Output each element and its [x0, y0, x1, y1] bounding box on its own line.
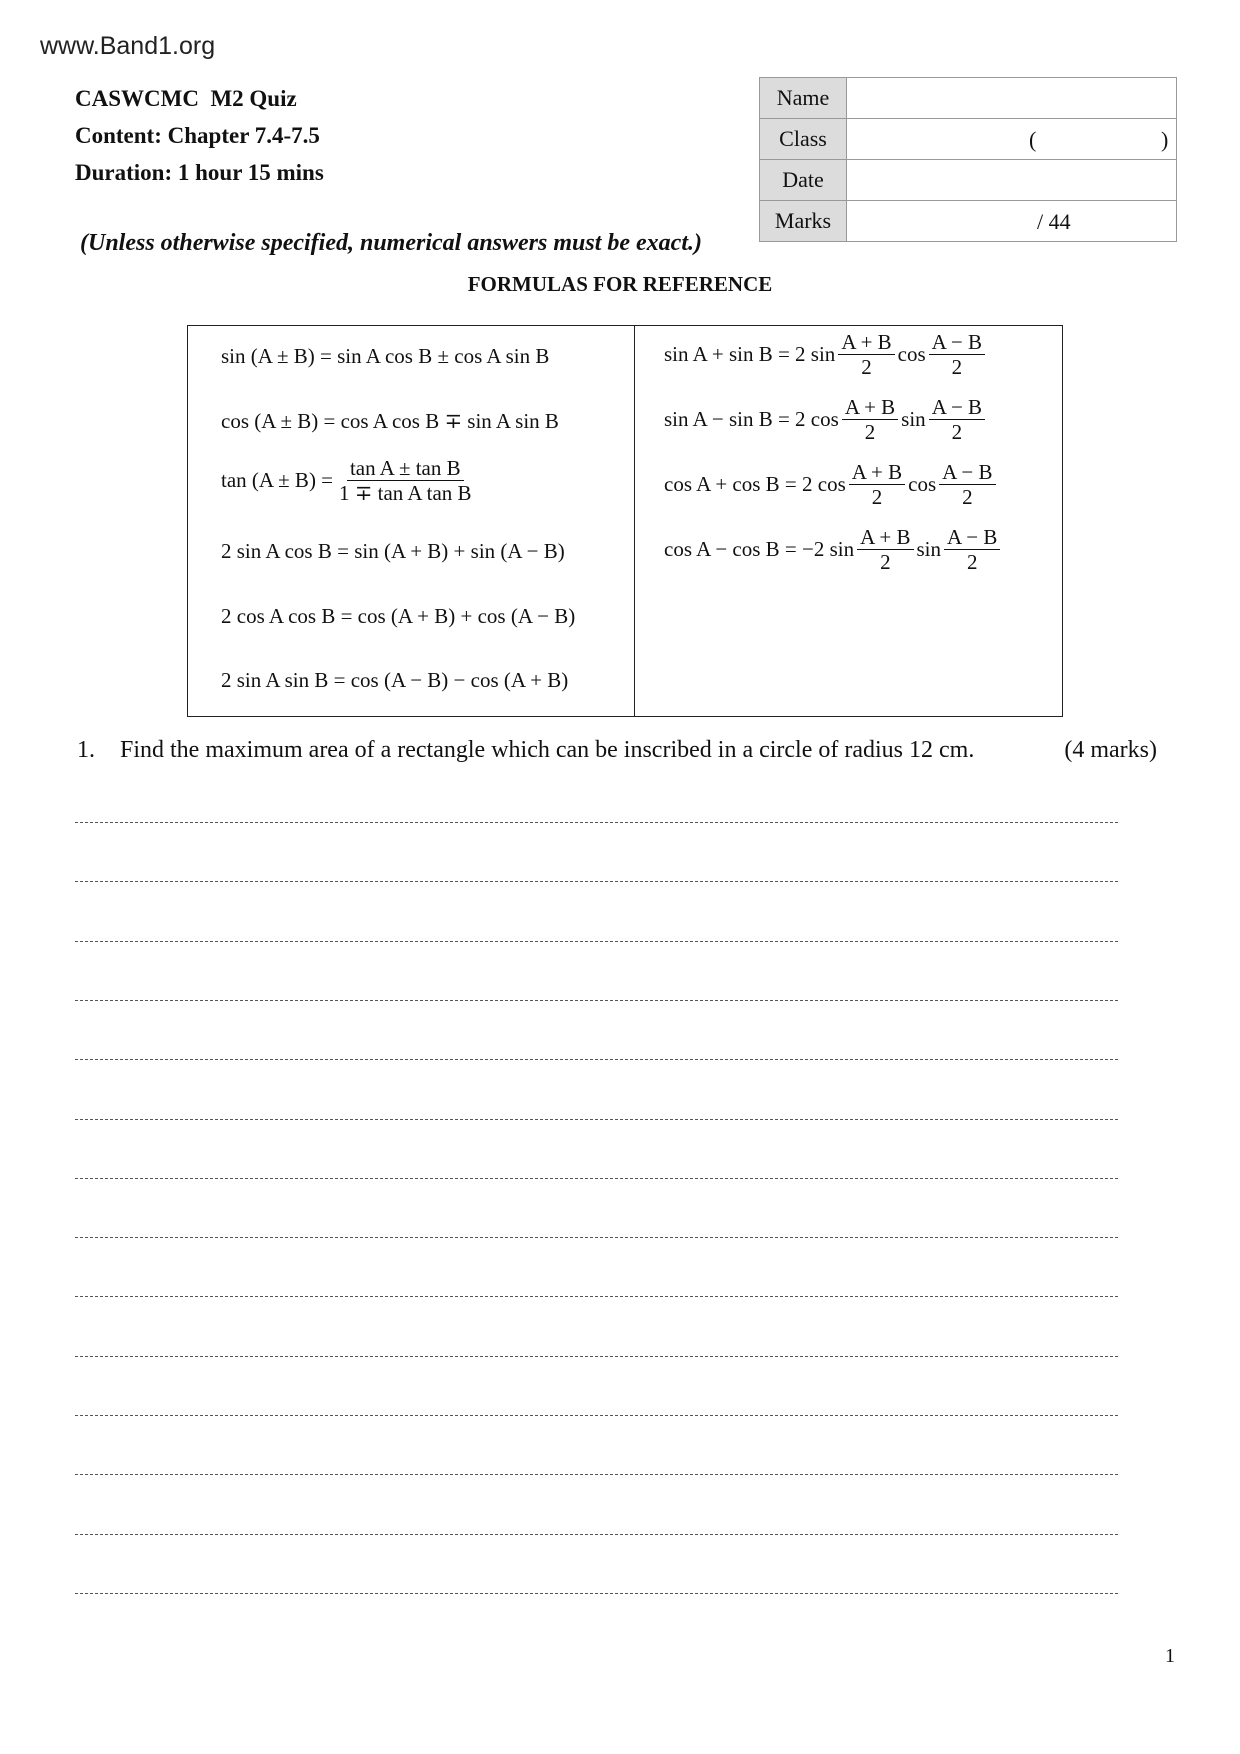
answer-line: [75, 1534, 1118, 1535]
site-watermark: www.Band1.org: [40, 32, 216, 60]
frac-num: A + B: [838, 330, 894, 355]
tan-numerator: tan A ± tan B: [347, 456, 464, 481]
answer-line: [75, 1119, 1118, 1120]
page-number: 1: [1165, 1645, 1175, 1667]
formula-cos-sum: cos (A ± B) = cos A cos B ∓ sin A sin B: [221, 409, 559, 433]
answer-line: [75, 1178, 1118, 1179]
answer-line: [75, 1296, 1118, 1297]
formula-sin-sum: sin (A ± B) = sin A cos B ± cos A sin B: [221, 344, 550, 368]
class-close-paren: ): [1161, 127, 1169, 152]
quiz-duration: Duration: 1 hour 15 mins: [75, 160, 324, 185]
g2-frac-diff: [929, 395, 985, 444]
g3-lhs: cos A + cos B = 2 cos: [664, 472, 846, 496]
frac-den: 2: [951, 355, 963, 379]
g1-frac-diff: [929, 330, 985, 379]
answer-line: [75, 1415, 1118, 1416]
answer-line: [75, 941, 1118, 942]
g4-frac-diff: [944, 525, 1000, 574]
frac-den: 2: [871, 485, 883, 509]
frac-num: A + B: [857, 525, 913, 550]
class-field[interactable]: [847, 119, 1177, 160]
g1-frac-sum: [838, 330, 894, 379]
tan-fraction: [336, 456, 475, 505]
answer-line: [75, 1000, 1118, 1001]
formula-sinA-minus-sinB: [664, 395, 988, 444]
frac-den: 2: [864, 420, 876, 444]
formula-divider: [634, 326, 635, 716]
g2-mid: sin: [901, 407, 926, 431]
frac-num: A − B: [939, 460, 995, 485]
g3-frac-diff: [939, 460, 995, 509]
formula-tan-sum: [221, 456, 478, 505]
date-field[interactable]: [847, 160, 1177, 201]
answer-line: [75, 822, 1118, 823]
frac-den: 2: [966, 550, 978, 574]
answer-line: [75, 1474, 1118, 1475]
quiz-title: CASWCMC M2 Quiz: [75, 86, 297, 111]
frac-num: A + B: [842, 395, 898, 420]
answer-line: [75, 1237, 1118, 1238]
quiz-content: Content: Chapter 7.4-7.5: [75, 123, 320, 148]
student-info-table: [759, 77, 1177, 242]
marks-field[interactable]: [847, 201, 1177, 242]
frac-den: 2: [951, 420, 963, 444]
quiz-header: [75, 80, 324, 191]
frac-num: A − B: [929, 395, 985, 420]
g4-mid: sin: [916, 537, 942, 561]
date-label: Date: [760, 160, 847, 201]
g3-mid: cos: [908, 472, 937, 496]
formula-box: [187, 325, 1063, 717]
formula-cosA-minus-cosB: [664, 525, 1003, 574]
tan-lhs: tan (A ± B) =: [221, 468, 334, 492]
answer-line: [75, 881, 1118, 882]
answer-line: [75, 1059, 1118, 1060]
exact-answers-note: (Unless otherwise specified, numerical answers must be exact.): [80, 230, 702, 256]
g3-frac-sum: [849, 460, 905, 509]
question-number: 1.: [77, 737, 95, 763]
formula-2sinsin: 2 sin A sin B = cos (A − B) − cos (A + B): [221, 668, 569, 692]
answer-line: [75, 1356, 1118, 1357]
g1-lhs: sin A + sin B = 2 sin: [664, 342, 836, 366]
frac-den: 2: [880, 550, 891, 574]
frac-num: A − B: [929, 330, 985, 355]
g2-frac-sum: [842, 395, 898, 444]
answer-line: [75, 1593, 1118, 1594]
tan-denominator: 1 ∓ tan A tan B: [339, 481, 472, 505]
frac-den: 2: [962, 485, 973, 509]
name-field[interactable]: [847, 78, 1177, 119]
formula-2coscos: 2 cos A cos B = cos (A + B) + cos (A − B): [221, 604, 576, 628]
formula-2sincos: 2 sin A cos B = sin (A + B) + sin (A − B): [221, 539, 565, 563]
question-marks: (4 marks): [1064, 737, 1157, 763]
class-label: Class: [760, 119, 847, 160]
frac-den: 2: [861, 355, 872, 379]
name-label: Name: [760, 78, 847, 119]
g2-lhs: sin A − sin B = 2 cos: [664, 407, 839, 431]
g1-mid: cos: [897, 342, 926, 366]
frac-num: A + B: [849, 460, 905, 485]
reference-title: FORMULAS FOR REFERENCE: [467, 272, 773, 296]
marks-total: / 44: [1037, 209, 1071, 234]
class-open-paren: (: [1029, 127, 1037, 152]
g4-lhs: cos A − cos B = −2 sin: [664, 537, 855, 561]
marks-label: Marks: [760, 201, 847, 242]
formula-cosA-plus-cosB: [664, 460, 999, 509]
formula-sinA-plus-sinB: [664, 330, 988, 379]
question-text: Find the maximum area of a rectangle which can be inscribed in a circle of radius 12 cm.: [120, 737, 975, 763]
frac-num: A − B: [944, 525, 1000, 550]
g4-frac-sum: [857, 525, 913, 574]
